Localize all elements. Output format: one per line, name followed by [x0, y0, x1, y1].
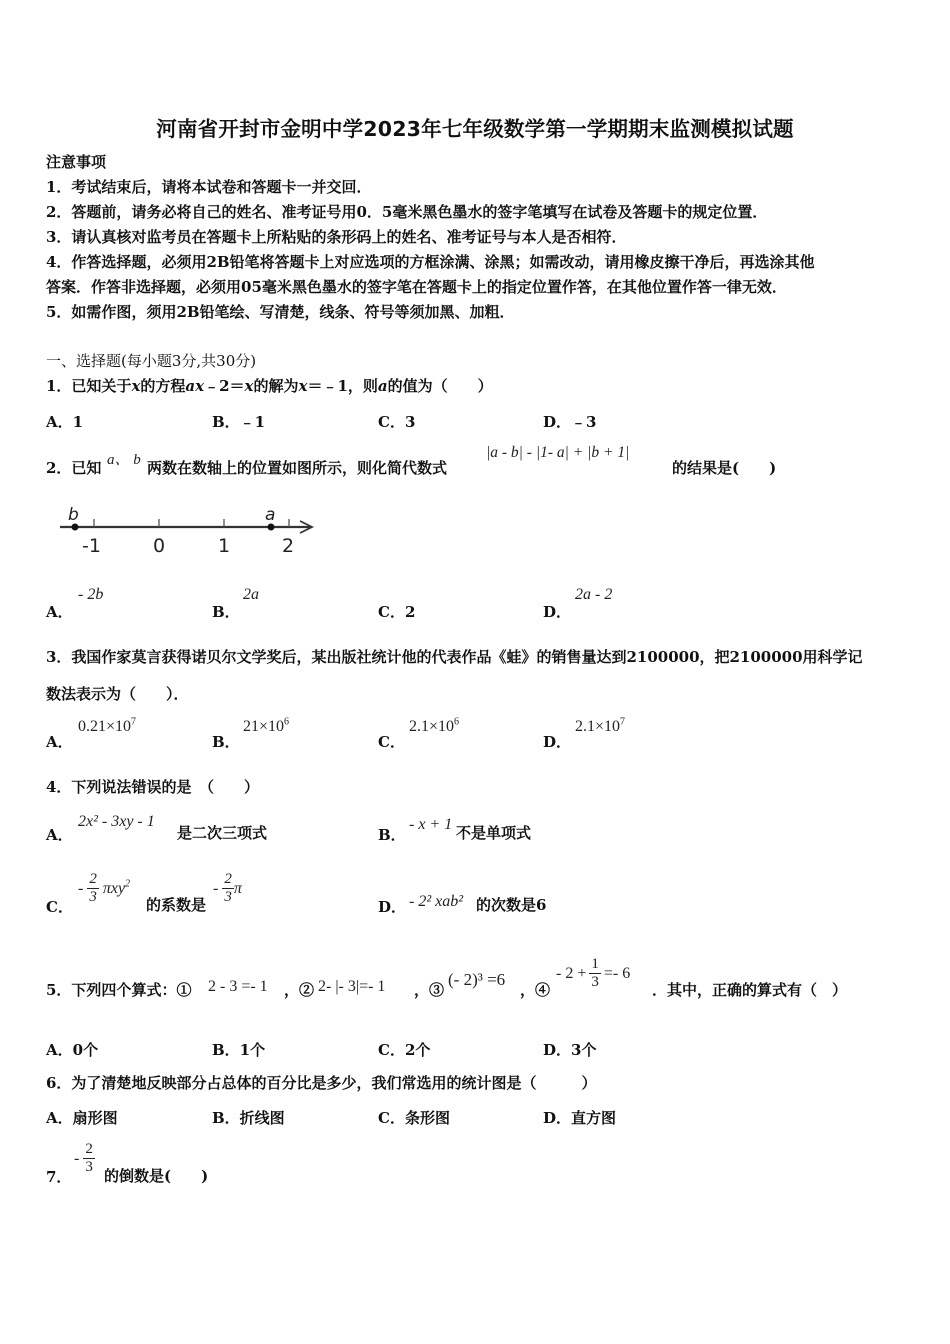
q2-vars: a、 b — [107, 452, 141, 468]
q5-expr-1: 2 - 3 =- 1 — [208, 978, 268, 995]
q2-option-a-label: A． — [46, 603, 73, 621]
q4-option-c-text: 的系数是 — [146, 896, 207, 914]
q7-stem: 的倒数是( ) — [104, 1167, 209, 1185]
q2-expression: |a - b| - |1- a| + |b + 1| — [486, 444, 630, 461]
q3-option-b-math: $21\times 10^6$ — [243, 716, 290, 735]
q1-option-d: D．﹣3 — [543, 413, 597, 431]
q4-option-d-text: 的次数是6 — [476, 896, 547, 914]
tick-label: 1 — [218, 535, 231, 557]
q4-option-b-label: B． — [378, 826, 406, 844]
q2-stem-c: 的结果是( ) — [672, 459, 777, 477]
q3-option-c-math: $2.1\times 10^6$ — [409, 716, 460, 735]
q6-option-c: C．条形图 — [378, 1109, 450, 1127]
q4-option-c-math: - $\frac{2}{3}$ πxy$^2$ — [78, 871, 131, 905]
q4-option-d-label: D． — [378, 898, 407, 916]
q5-option-d: D．3个 — [543, 1041, 597, 1059]
q4-option-c-label: C． — [46, 898, 73, 916]
tick-label: 0 — [153, 535, 166, 557]
q5-expr-4: - 2 + $\frac{1}{3}$ =- 6 — [556, 956, 631, 990]
q2-option-b-label: B． — [212, 603, 240, 621]
tick-label: -1 — [82, 535, 101, 557]
notice-item-4-cont: 答案．作答非选择题，必须用05毫米黑色墨水的签字笔在答题卡上的指定位置作答，在其他位置作答一律无效． — [46, 278, 787, 296]
q5-option-a: A．0个 — [46, 1041, 99, 1059]
q6-stem: 6．为了清楚地反映部分占总体的百分比是多少，我们常选用的统计图是（ ） — [46, 1074, 597, 1092]
notice-item-1: 1．考试结束后，请将本试卷和答题卡一并交回． — [46, 178, 372, 196]
q7-fraction: - $\frac{2}{3}$ — [74, 1141, 93, 1175]
section-heading: 一、选择题(每小题3分,共30分) — [46, 352, 257, 370]
q4-option-b-text: 不是单项式 — [456, 824, 532, 842]
q1-option-a: A．1 — [46, 413, 84, 431]
q3-option-c-label: C． — [378, 733, 405, 751]
q2-option-d-math: 2a - 2 — [575, 586, 613, 603]
point-label-b: b — [68, 505, 79, 525]
q7-number: 7． — [46, 1168, 72, 1186]
q6-option-d: D．直方图 — [543, 1109, 617, 1127]
q4-option-a-label: A． — [46, 826, 73, 844]
q5-expr-3: (- 2)³ =6 — [448, 970, 506, 989]
q3-stem-line2: 数法表示为（ ）． — [46, 685, 189, 703]
q4-stem: 4．下列说法错误的是 （ ） — [46, 778, 259, 796]
q2-option-c: C．2 — [378, 603, 416, 621]
notice-item-3: 3．请认真核对监考员在答题卡上所粘贴的条形码上的姓名、准考证号与本人是否相符． — [46, 228, 627, 246]
q6-option-b: B．折线图 — [212, 1109, 285, 1127]
q2-stem-b: 两数在数轴上的位置如图所示，则化简代数式 — [147, 459, 448, 477]
q4-option-a-math: 2x² - 3xy - 1 — [78, 813, 155, 830]
page-title: 河南省开封市金明中学2023年七年级数学第一学期期末监测模拟试题 — [156, 117, 794, 141]
number-line-figure — [52, 500, 322, 560]
tick-label: 2 — [282, 535, 295, 557]
q4-option-b-math: - x + 1 — [409, 816, 453, 833]
q5-expr-2: 2- |- 3|=- 1 — [318, 978, 386, 995]
q4-option-a-text: 是二次三项式 — [177, 824, 268, 842]
notice-item-5: 5．如需作图，须用2B铅笔绘、写清楚，线条、符号等须加黑、加粗． — [46, 303, 515, 321]
q5-option-c: C．2个 — [378, 1041, 431, 1059]
q2-stem-a: 2．已知 — [46, 459, 102, 477]
q5-sep-3: ，③ — [414, 981, 445, 999]
q3-option-d-label: D． — [543, 733, 572, 751]
q5-sep-2: ，② — [284, 981, 315, 999]
notice-item-2: 2．答题前，请务必将自己的姓名、准考证号用0．5毫米黑色墨水的签字笔填写在试卷及答题卡的规定位置． — [46, 203, 768, 221]
q1-option-c: C．3 — [378, 413, 416, 431]
notice-heading: 注意事项 — [46, 153, 107, 171]
q3-option-a-math: $0.21\times 10^7$ — [78, 716, 137, 735]
q3-stem-line1: 3．我国作家莫言获得诺贝尔文学奖后，某出版社统计他的代表作品《蛙》的销售量达到2100000，把2100000用科学记 — [46, 648, 863, 666]
q1-option-b: B．﹣1 — [212, 413, 266, 431]
notice-item-4: 4．作答选择题，必须用2B铅笔将答题卡上对应选项的方框涂满、涂黑；如需改动，请用橡皮擦干净后，再选涂其他 — [46, 253, 815, 271]
q4-option-c-answer: - $\frac{2}{3}$ π — [213, 871, 242, 905]
point-label-a: a — [265, 505, 276, 525]
q5-sep-4: ，④ — [520, 981, 551, 999]
q1-stem: 1．已知关于x的方程ax﹣2＝x的解为x＝﹣1，则a的值为（ ） — [46, 377, 493, 395]
q6-option-a: A．扇形图 — [46, 1109, 118, 1127]
q5-stem-b: ．其中，正确的算式有（ ） — [652, 981, 848, 999]
q4-option-d-math: - 2² xab² — [409, 893, 464, 910]
q3-option-d-math: $2.1\times 10^7$ — [575, 716, 626, 735]
q3-option-b-label: B． — [212, 733, 240, 751]
q2-option-d-label: D． — [543, 603, 572, 621]
q5-stem-a: 5．下列四个算式：① — [46, 981, 192, 999]
q5-option-b: B．1个 — [212, 1041, 266, 1059]
q2-option-b-math: 2a — [243, 586, 259, 603]
q2-option-a-math: - 2b — [78, 586, 104, 603]
q3-option-a-label: A． — [46, 733, 73, 751]
